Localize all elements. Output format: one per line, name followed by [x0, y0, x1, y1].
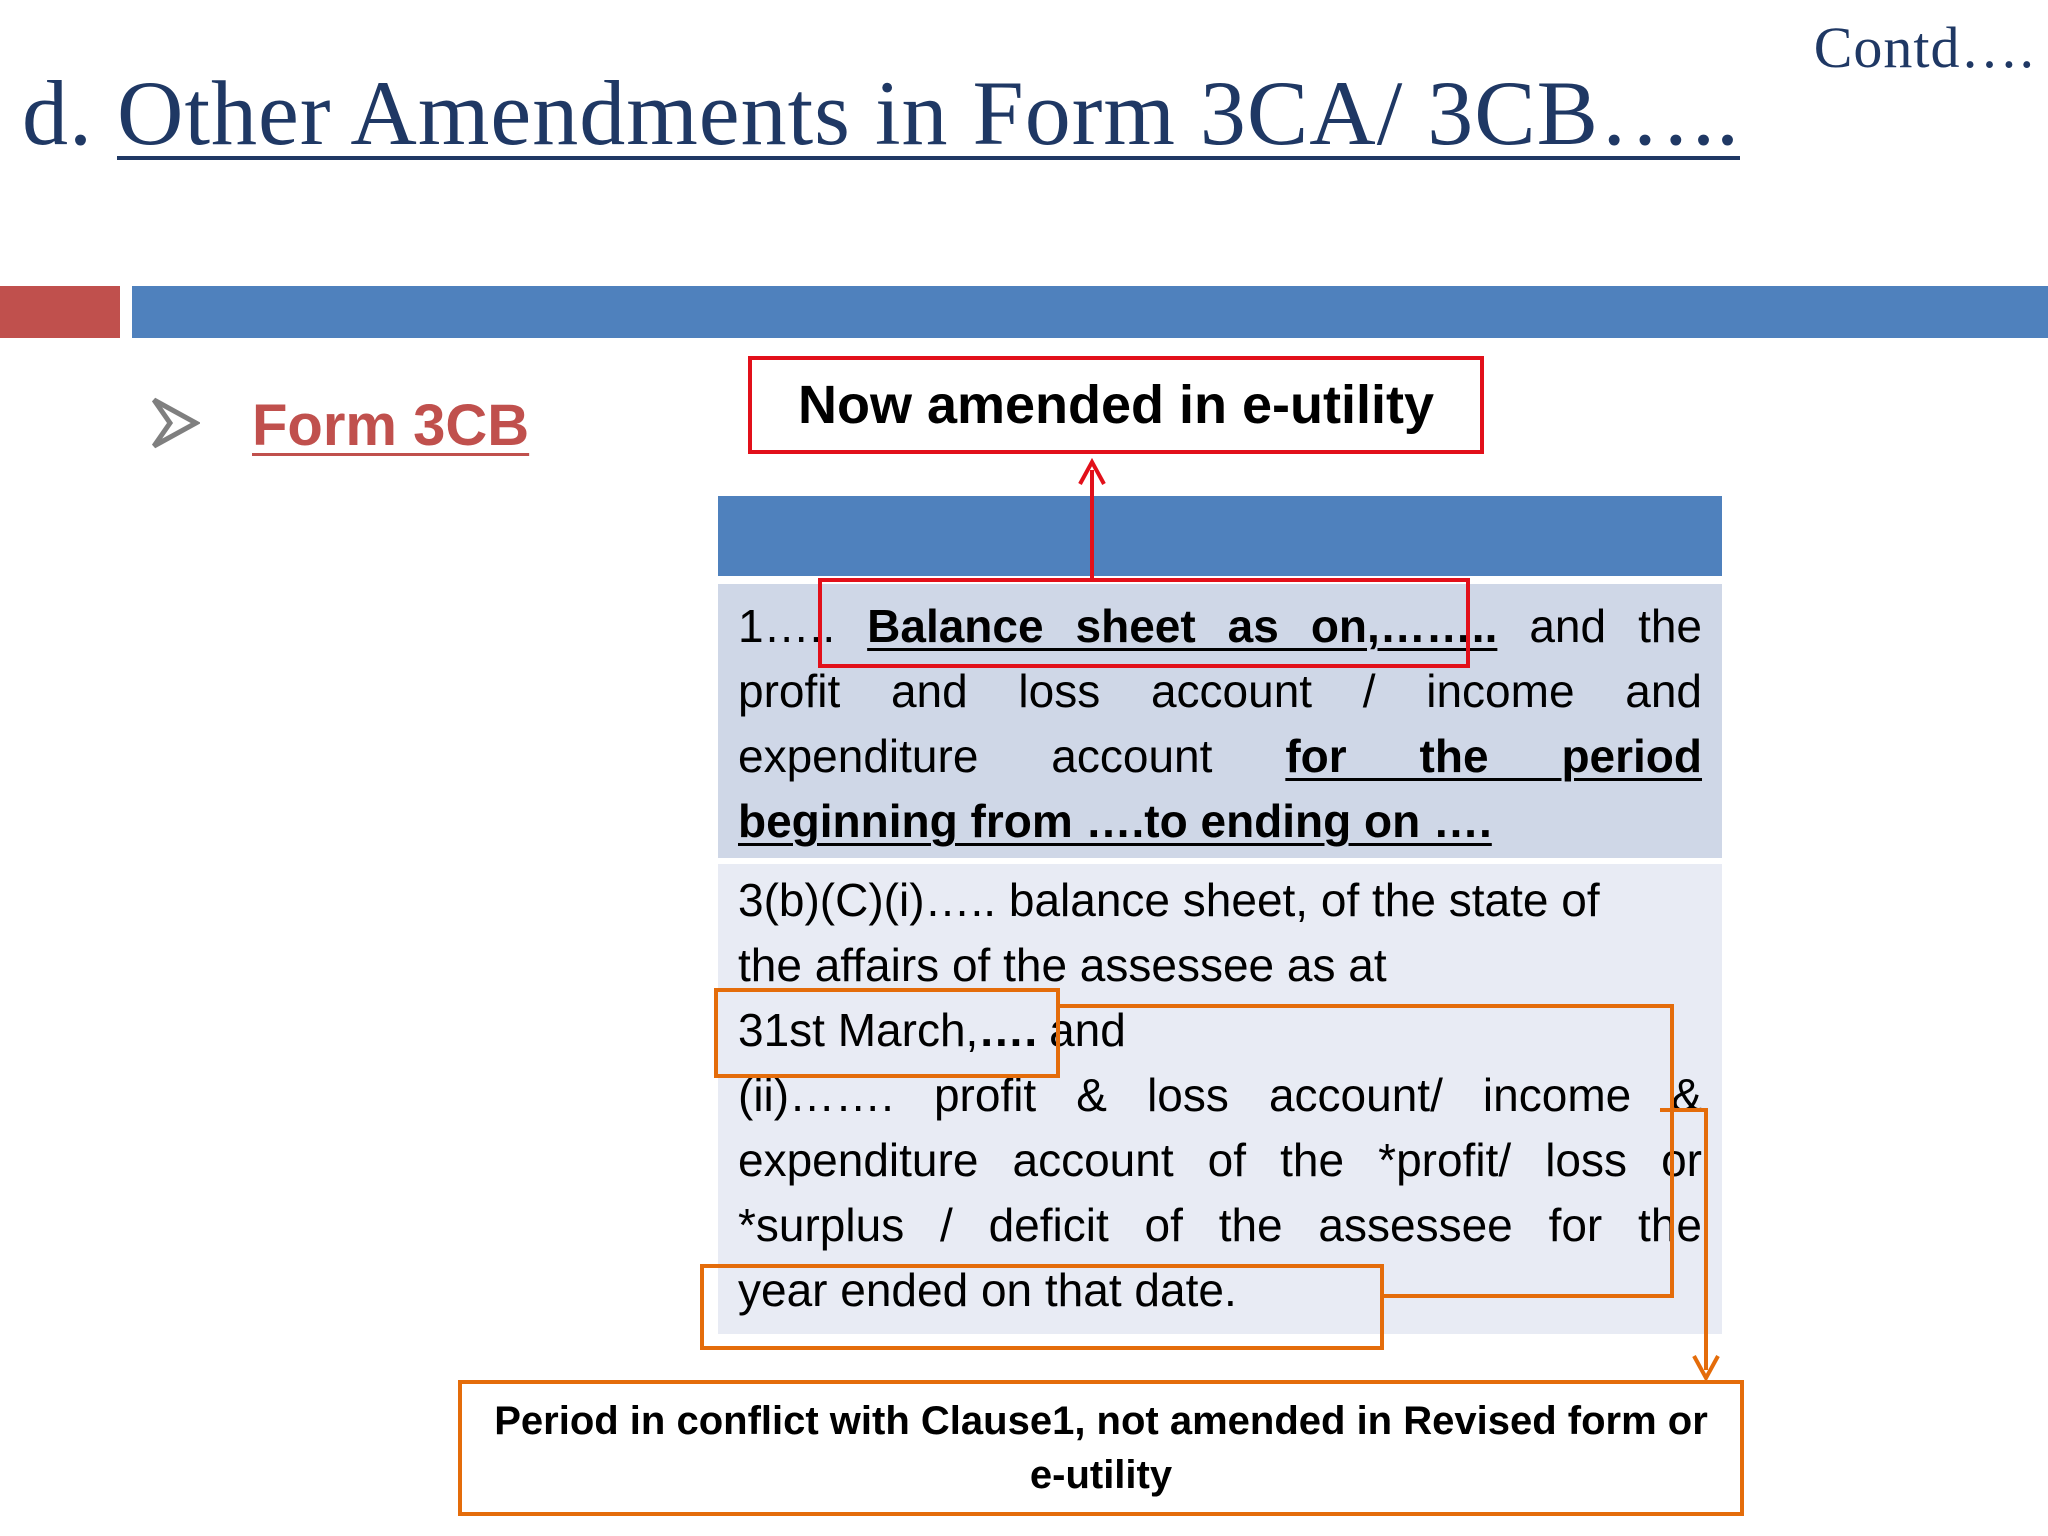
clause1-line4: beginning from ….to ending on ….	[738, 795, 1492, 847]
highlight-balance-sheet	[818, 578, 1470, 668]
clause1-line2: profit and loss account / income and	[738, 665, 1702, 717]
clause1-line1: 1….. Balance sheet as on,…….. and the	[738, 600, 1703, 652]
highlight-31st-march	[714, 988, 1060, 1078]
callout-now-amended: Now amended in e-utility	[748, 356, 1484, 454]
divider-bar-red	[0, 286, 120, 338]
clause3-line4: (ii)……. profit & loss account/ income &	[738, 1069, 1702, 1121]
clause1-line3: expenditure account for the period	[738, 730, 1703, 782]
orange-arrowhead-icon	[1694, 1356, 1718, 1378]
contd-label: Contd….	[1813, 15, 2035, 80]
arrowhead-bullet-icon	[150, 396, 200, 455]
highlight-year-ended	[700, 1264, 1384, 1350]
table-header	[718, 496, 1722, 576]
divider-bar-blue	[132, 286, 2048, 338]
section-label: Form 3CB	[252, 393, 530, 458]
clause3-line2: the affairs of the assessee as at	[738, 939, 1387, 991]
red-arrowhead-icon	[1080, 462, 1104, 484]
callout-period-conflict: Period in conflict with Clause1, not amended in Revised form or e-utility	[458, 1380, 1744, 1516]
clause3-text	[738, 868, 1702, 1323]
clause3-line1: 3(b)(C)(i)….. balance sheet, of the state of	[738, 874, 1600, 926]
clause3-line3: 31st March,…. and	[738, 1004, 1126, 1056]
page-title	[22, 60, 1740, 166]
title-main: Other Amendments in Form 3CA/ 3CB…..	[117, 62, 1740, 164]
clause3-line7: year ended on that date.	[738, 1264, 1237, 1316]
clause3-line6: *surplus / deficit of the assessee for the	[738, 1199, 1702, 1251]
title-prefix: d.	[22, 62, 93, 164]
clause3-line5: expenditure account of the *profit/ loss or	[738, 1134, 1702, 1186]
